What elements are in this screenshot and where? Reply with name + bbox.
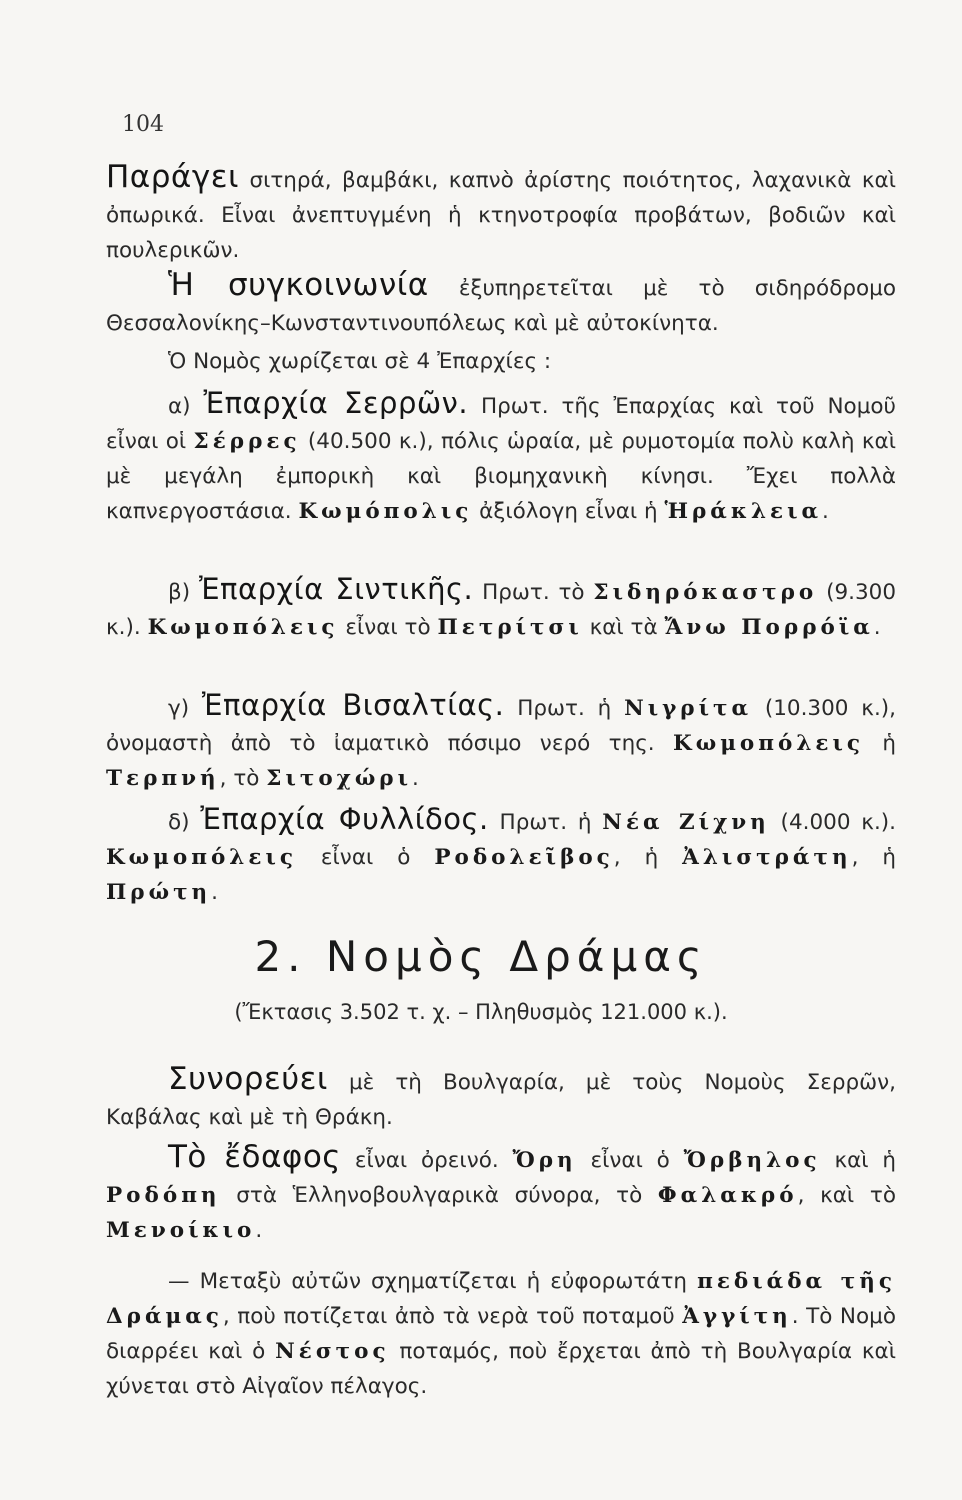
lead-word: Τὸ ἔδαφος	[168, 1139, 342, 1175]
lead-word: Συνορεύει	[168, 1061, 328, 1097]
place-name: Ἄνω Πορρόϊα	[664, 615, 874, 640]
page-number: 104	[122, 112, 164, 137]
text: ἀξιόλογη εἶναι ἡ	[472, 499, 665, 524]
province-heading: Ἐπαρχία Σερρῶν.	[203, 386, 469, 420]
province-label: γ)	[168, 696, 202, 721]
place-name: Κωμοπόλεις	[106, 845, 297, 870]
text: καὶ ἡ	[820, 1148, 896, 1173]
place-name: Ὄρβηλος	[683, 1148, 821, 1173]
text: , τὸ	[219, 766, 267, 791]
paragraph-terrain	[106, 1140, 896, 1248]
place-name: Φαλακρό	[657, 1183, 798, 1208]
place-name: Ἡράκλεια	[664, 499, 823, 524]
province-label: β)	[168, 580, 199, 605]
province-serres	[106, 386, 896, 529]
paragraph-text: μὲ τὴ Βουλγαρία, μὲ τοὺς Νομοὺς Σερρῶν, Καβάλας καὶ μὲ τὴ Θράκη.	[106, 1070, 896, 1130]
text: Πρωτ. ἡ	[504, 696, 625, 721]
paragraph-divisions	[106, 344, 896, 379]
place-name: Κωμοπόλεις	[673, 731, 864, 756]
text: , ἡ	[613, 845, 683, 870]
text: .	[822, 499, 829, 524]
paragraph-plain	[106, 1264, 896, 1404]
place-name: Σιδηρόκαστρο	[593, 580, 818, 605]
lead-word: Παράγει	[106, 159, 239, 195]
paragraph-transport	[106, 268, 896, 341]
text: .	[211, 880, 219, 905]
place-name: Μενοίκιο	[106, 1218, 256, 1243]
text: εἶναι ὁ	[296, 845, 435, 870]
text: , καὶ τὸ	[797, 1183, 896, 1208]
text: , ποὺ ποτίζεται ἀπὸ τὰ νερὰ τοῦ ποταμοῦ	[222, 1304, 683, 1329]
section-subtitle: (Ἔκτασις 3.502 τ. χ. – Πληθυσμὸς 121.000 κ.).	[234, 1000, 728, 1024]
text: καὶ τὰ	[582, 615, 665, 640]
place-name: Ροδόπη	[106, 1183, 221, 1208]
place-name: Πετρίτσι	[437, 615, 583, 640]
section-title: 2. Νομὸς Δράμας	[254, 932, 708, 981]
place-name: Ἀλιστράτη	[682, 845, 852, 870]
text: . Τὸ Νομὸ διαρρέει καὶ ὁ	[106, 1304, 896, 1364]
place-name: Σιτοχώρι	[266, 766, 412, 791]
text: .	[412, 766, 419, 791]
text: , ἡ	[851, 845, 896, 870]
text: Πρωτ. ἡ	[488, 810, 603, 835]
province-heading: Ἐπαρχία Βισαλτίας.	[201, 688, 505, 722]
text: ἡ	[863, 731, 896, 756]
place-name: Πρώτη	[106, 880, 212, 905]
text: .	[873, 615, 881, 640]
province-label: δ)	[168, 810, 201, 835]
place-name: πεδιάδα τῆς Δράμας	[106, 1269, 896, 1329]
text: εἶναι ὁ	[576, 1148, 684, 1173]
province-visaltia	[106, 688, 896, 796]
place-name: Νιγρίτα	[624, 696, 753, 721]
place-name: Τερπνή	[106, 766, 220, 791]
text: — Μεταξὺ αὐτῶν σχηματίζεται ἡ εὐφορωτάτη	[168, 1269, 698, 1294]
place-name: Ὄρη	[512, 1148, 577, 1173]
place-name: Ἀγγίτη	[682, 1304, 792, 1329]
province-label: α)	[168, 394, 204, 419]
province-fyllida	[106, 802, 896, 910]
place-name: Σέρρες	[193, 429, 301, 454]
province-heading: Ἐπαρχία Σιντικῆς.	[198, 572, 474, 606]
text: (40.500 κ.), πόλις ὡραία, μὲ ρυμοτομία πολὺ καλὴ καὶ μὲ μεγάλη ἐμπορικὴ καὶ βιομηχανικὴ κίνησι. Ἔχει πολλὰ καπνεργοστάσια.	[106, 429, 896, 524]
text: εἶναι τὸ	[338, 615, 438, 640]
place-name: Νέα Ζίχνη	[602, 810, 770, 835]
place-name: Νέστος	[275, 1339, 390, 1364]
text: (4.000 κ.).	[769, 810, 896, 835]
paragraph-text: ἐξυπηρετεῖται μὲ τὸ σιδηρόδρομο Θεσσαλονίκης–Κωνσταντινουπόλεως καὶ μὲ αὐτοκίνητα.	[106, 276, 896, 336]
text: (9.300 κ.).	[106, 580, 897, 640]
paragraph-borders	[106, 1062, 896, 1135]
province-heading: Ἐπαρχία Φυλλίδος.	[200, 802, 489, 836]
paragraph-products	[106, 160, 896, 268]
text: εἶναι ὀρεινό.	[341, 1148, 513, 1173]
text: Πρωτ. τῆς Ἐπαρχίας καὶ τοῦ Νομοῦ εἶναι οἱ	[106, 394, 896, 454]
place-name: Κωμοπόλεις	[147, 615, 339, 640]
paragraph-text: σιτηρά, βαμβάκι, καπνὸ ἀρίστης ποιότητος, λαχανικὰ καὶ ὀπωρικά. Εἶναι ἀνεπτυγμένη ἡ κτηνοτροφία προβάτων, βοδιῶν καὶ πουλερικῶν.	[106, 168, 896, 263]
text: (10.300 κ.), ὀνομαστὴ ἀπὸ τὸ ἰαματικὸ πόσιμο νερό της.	[106, 696, 896, 756]
text: ποταμός, ποὺ ἔρχεται ἀπὸ τὴ Βουλγαρία καὶ χύνεται στὸ Αἰγαῖον πέλαγος.	[106, 1339, 896, 1399]
text: .	[255, 1218, 263, 1243]
paragraph-text: Ὁ Νομὸς χωρίζεται σὲ 4 Ἐπαρχίες :	[168, 349, 552, 374]
lead-word: Ἡ συγκοινωνία	[168, 267, 429, 303]
text: Πρωτ. τὸ	[473, 580, 594, 605]
place-name: Κωμόπολις	[298, 499, 473, 524]
text: στὰ Ἑλληνοβουλγαρικὰ σύνορα, τὸ	[220, 1183, 658, 1208]
province-sintiki	[106, 572, 896, 645]
place-name: Ροδολεῖβος	[434, 845, 614, 870]
